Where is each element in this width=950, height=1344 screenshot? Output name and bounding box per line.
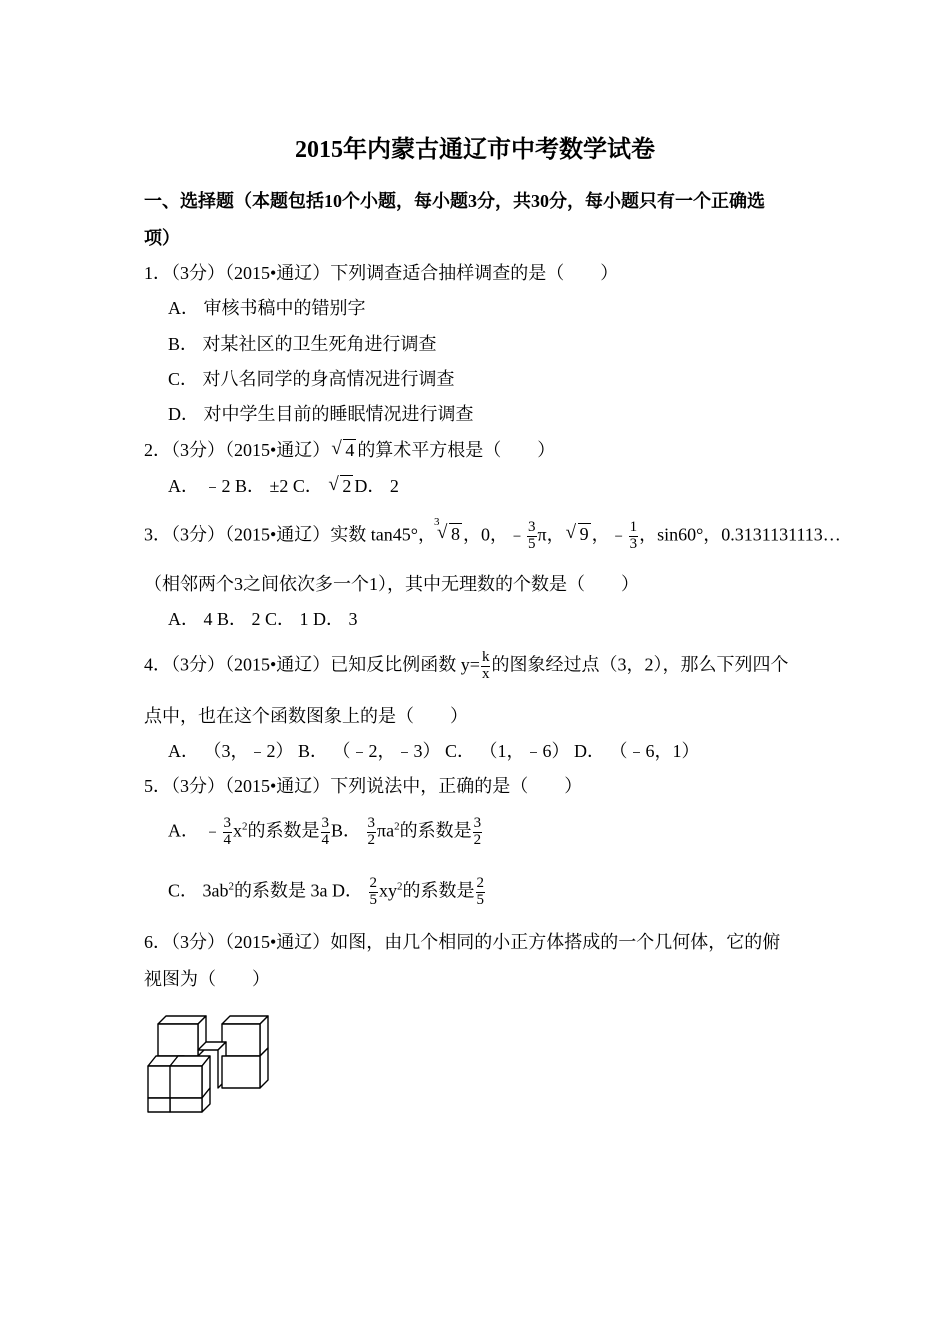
fraction-k-x (481, 650, 491, 683)
fraction-1-3 (629, 520, 639, 553)
denominator: 5 (369, 891, 377, 908)
question-1-option-a: A． 审核书稿中的错别字 (168, 298, 366, 318)
section-heading-line1: 一、选择题（本题包括10个小题，每小题3分，共30分，每小题只有一个正确选 (144, 191, 765, 211)
section-heading-line2: 项） (144, 228, 180, 248)
denominator: 4 (321, 831, 329, 848)
question-1-stem: 1．（3分）（2015•通辽）下列调查适合抽样调查的是（ ） (144, 263, 619, 283)
question-3-text-4: ，﹣ (591, 524, 628, 545)
option-c-text: 的系数是 3a D． (234, 880, 368, 901)
denominator: 3 (629, 535, 638, 552)
numerator: 2 (476, 875, 484, 891)
sqrt-4: √ 4 (331, 438, 355, 460)
option-c-label: C． 3ab (168, 880, 229, 901)
cube-top-right (222, 1016, 268, 1056)
denominator: 2 (473, 831, 482, 848)
question-1-option-d: D． 对中学生目前的睡眠情况进行调查 (168, 404, 474, 424)
numerator: 2 (369, 875, 377, 891)
denominator: 2 (367, 831, 376, 848)
fraction-3-4 (223, 816, 233, 849)
question-5-options-ab (168, 816, 483, 849)
exponent: 2 (397, 880, 403, 893)
question-3-options: A． 4 B． 2 C． 1 D． 3 (168, 609, 358, 629)
root-index: 3 (434, 516, 440, 529)
radicand: 4 (345, 440, 355, 460)
question-2-options-ab: A． ﹣2 B． ±2 C． (168, 476, 328, 496)
question-3-text-1: 3．（3分）（2015•通辽）实数 tan45°， (144, 524, 436, 545)
question-3-text-5: ，sin60°，0.3131131113… (639, 524, 841, 545)
fraction-2-5 (476, 876, 486, 909)
question-4-stem-line2: 点中，也在这个函数图象上的是（ ） (144, 706, 468, 726)
cube-front (170, 1056, 210, 1098)
question-2-stem-prefix: 2．（3分）（2015•通辽） (144, 440, 331, 460)
denominator: 5 (528, 535, 536, 552)
option-b-text: 的系数是 (399, 820, 472, 841)
denominator: 5 (476, 891, 484, 908)
fraction-3-5 (527, 520, 537, 553)
question-4-text-1: 4．（3分）（2015•通辽）已知反比例函数 y= (144, 654, 480, 675)
question-2-stem (144, 438, 556, 460)
numerator: 3 (367, 815, 376, 831)
variable: x (233, 820, 242, 841)
radicand: 8 (451, 524, 460, 545)
exponent: 2 (394, 820, 400, 833)
question-6-stem-line1: 6．（3分）（2015•通辽）如图，由几个相同的小正方体搭成的一个几何体，它的俯 (144, 932, 781, 952)
sqrt-2: √ 2 (328, 474, 352, 496)
question-2-stem-suffix: 的算术平方根是（ ） (357, 440, 556, 460)
question-1-option-c: C． 对八名同学的身高情况进行调查 (168, 369, 455, 389)
fraction-3-2 (473, 816, 483, 849)
question-1-option-b: B． 对某社区的卫生死角进行调查 (168, 334, 437, 354)
question-4-options: A． （3，﹣2） B． （﹣2，﹣3） C． （1，﹣6） D． （﹣6，1） (168, 741, 700, 761)
option-a-text: 的系数是 (247, 820, 320, 841)
option-d-text: 的系数是 (402, 880, 475, 901)
fraction-3-4 (321, 816, 331, 849)
exponent: 2 (228, 880, 234, 893)
question-4-text-2: 的图象经过点（3，2），那么下列四个 (491, 654, 789, 675)
question-3-text-3: π， (537, 524, 565, 545)
variable: xy (379, 880, 397, 901)
question-3-stem (144, 516, 841, 553)
radicand: 9 (579, 524, 589, 545)
sqrt-9: √ 9 (565, 522, 589, 545)
cube-root-8: 3 √ 8 (434, 516, 460, 545)
exponent: 2 (242, 820, 248, 833)
numerator: 3 (223, 815, 231, 831)
numerator: 3 (321, 815, 329, 831)
cubes-figure (144, 1012, 274, 1122)
variable: πa (377, 820, 395, 841)
numerator: 3 (528, 519, 536, 535)
radicand: 2 (342, 476, 352, 496)
denominator: 4 (223, 831, 231, 848)
option-b-label: B． (331, 820, 366, 841)
question-5-options-cd (168, 876, 486, 909)
question-2-options (168, 474, 399, 496)
numerator: k (481, 649, 490, 665)
question-4-stem (144, 650, 788, 683)
fraction-3-2 (367, 816, 377, 849)
option-a-label: A． ﹣ (168, 820, 222, 841)
numerator: 1 (629, 519, 638, 535)
question-6-stem-line2: 视图为（ ） (144, 969, 270, 989)
question-2-options-d: D． 2 (354, 476, 399, 496)
fraction-2-5 (369, 876, 379, 909)
numerator: 3 (473, 815, 482, 831)
page-title: 2015年内蒙古通辽市中考数学试卷 (295, 137, 655, 163)
question-3-text-2: ，0，﹣ (463, 524, 526, 545)
question-3-stem-line2: （相邻两个3之间依次多一个1），其中无理数的个数是（ ） (144, 574, 639, 594)
question-5-stem: 5．（3分）（2015•通辽）下列说法中，正确的是（ ） (144, 776, 583, 796)
denominator: x (481, 665, 490, 682)
